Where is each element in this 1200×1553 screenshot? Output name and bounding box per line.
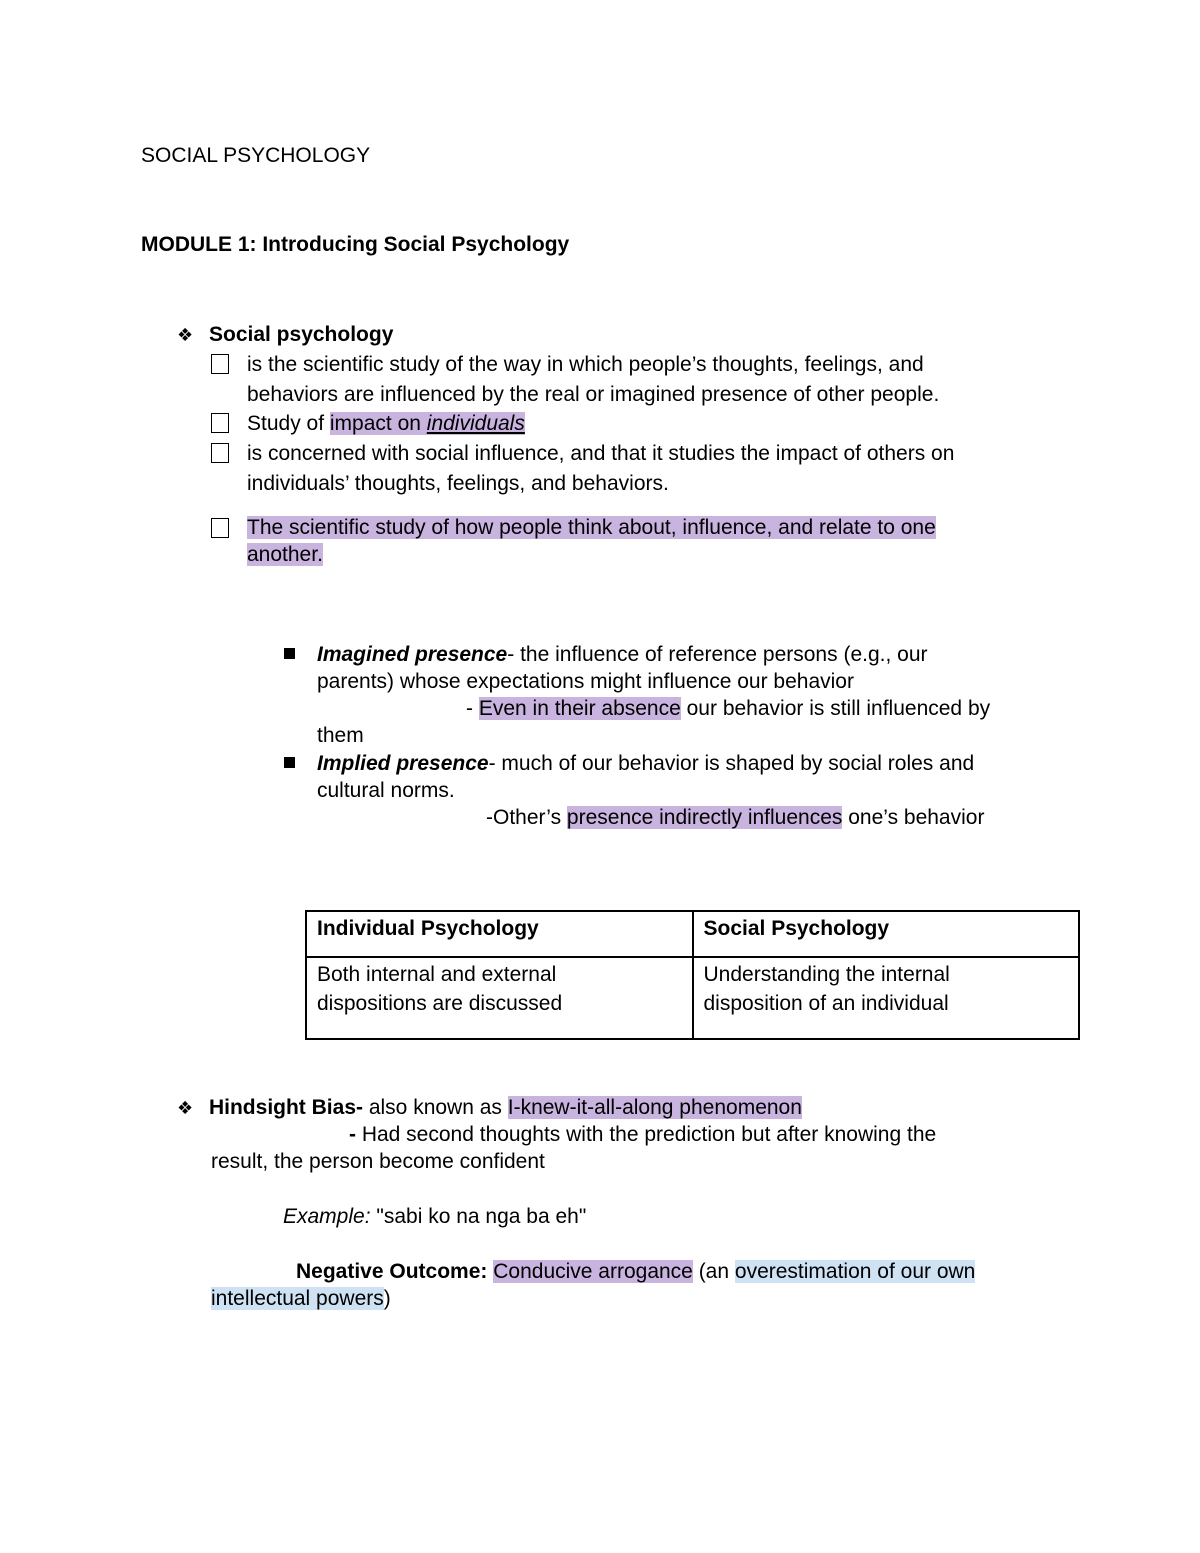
cell-line: Understanding the internal	[703, 963, 950, 986]
table-cell	[693, 957, 1080, 1039]
sub-item-line	[317, 750, 974, 777]
highlight-span: Even in their absence	[478, 697, 681, 720]
term-label: Imagined presence	[317, 643, 508, 666]
definition-item	[211, 350, 229, 380]
diamond-bullet-icon: ❖	[177, 325, 194, 345]
sub-item-line: parents) whose expectations might influence our behavior	[317, 670, 854, 693]
sub-item-line: them	[317, 724, 364, 747]
sub-item-note	[466, 695, 990, 722]
sub-bullet	[284, 641, 295, 668]
section-social-psychology	[177, 320, 393, 350]
definition-line	[247, 409, 525, 439]
comparison-table	[305, 910, 1080, 1040]
text-span: impact on	[329, 412, 427, 435]
text-span: Had second thoughts with the prediction but after knowing the	[361, 1123, 937, 1146]
highlight-span: overestimation of our own	[734, 1260, 976, 1283]
definition-line	[247, 514, 936, 541]
table-cell	[306, 957, 693, 1039]
highlight-span: presence indirectly influences	[566, 806, 843, 829]
checkbox-bullet-icon	[211, 413, 229, 433]
example-label: Example:	[283, 1205, 371, 1228]
text-span: - much of our behavior is shaped by social roles and	[488, 752, 975, 775]
square-bullet-icon	[284, 757, 295, 768]
definition-item	[211, 409, 229, 439]
text-span: (an	[692, 1260, 735, 1283]
text-span: also known as	[363, 1096, 508, 1119]
checkbox-bullet-icon	[211, 443, 229, 463]
section-heading-line	[209, 1096, 802, 1119]
cell-line: Both internal and external	[317, 963, 557, 986]
negative-outcome-line	[296, 1258, 975, 1285]
sub-item-line: cultural norms.	[317, 779, 455, 802]
text-span: )	[383, 1287, 391, 1310]
square-bullet-icon	[284, 648, 295, 659]
text-span: -	[349, 1123, 362, 1146]
highlight-span: intellectual powers	[211, 1287, 384, 1310]
text-span: one’s behavior	[842, 806, 985, 829]
definition-line: behaviors are influenced by the real or imagined presence of other people.	[247, 383, 940, 406]
sub-item-line	[317, 641, 928, 668]
hindsight-description-line: result, the person become confident	[211, 1150, 545, 1173]
definition-line	[247, 541, 323, 568]
table-row	[306, 957, 1079, 1039]
negative-outcome-line	[211, 1285, 391, 1312]
underlined-text: individuals	[426, 412, 525, 435]
cell-line: disposition of an individual	[703, 992, 949, 1015]
document-title: SOCIAL PSYCHOLOGY	[141, 144, 371, 167]
highlight-span: I-knew-it-all-along phenomenon	[507, 1096, 802, 1119]
definition-line: is the scientific study of the way in which people’s thoughts, feelings, and	[247, 353, 924, 376]
example-text: "sabi ko na nga ba eh"	[370, 1205, 587, 1228]
diamond-bullet-icon: ❖	[177, 1098, 194, 1118]
module-heading: MODULE 1: Introducing Social Psychology	[141, 233, 570, 256]
definition-item	[211, 439, 229, 469]
checkbox-bullet-icon	[211, 354, 229, 374]
section-hindsight-bias	[177, 1094, 802, 1122]
checkbox-bullet-icon	[211, 518, 229, 538]
text-span: -	[466, 697, 479, 720]
definition-line: individuals’ thoughts, feelings, and behaviors.	[247, 472, 669, 495]
section-heading: Social psychology	[208, 323, 394, 346]
definition-line: is concerned with social influence, and that it studies the impact of others on	[247, 442, 955, 465]
highlight-span: The scientific study of how people think about, influence, and relate to one	[247, 516, 936, 539]
table-header-cell: Social Psychology	[693, 911, 1080, 957]
sub-bullet	[284, 750, 295, 777]
section-heading: Hindsight Bias-	[208, 1096, 363, 1119]
term-label: Implied presence	[317, 752, 489, 775]
definition-item	[211, 514, 229, 544]
highlight-span: Conducive arrogance	[493, 1260, 693, 1283]
example-line	[283, 1203, 586, 1230]
highlight-span: another.	[247, 543, 323, 566]
text-span: - the influence of reference persons (e.g., our	[507, 643, 928, 666]
negative-outcome-label: Negative Outcome:	[296, 1260, 488, 1283]
text-span: our behavior is still influenced by	[680, 697, 991, 720]
text-span: -Other’s	[486, 806, 567, 829]
hindsight-description	[349, 1121, 936, 1148]
text-span: Study of	[247, 412, 330, 435]
cell-line: dispositions are discussed	[317, 992, 563, 1015]
sub-item-note	[486, 804, 984, 831]
highlight-span	[330, 412, 525, 435]
table-header-cell: Individual Psychology	[306, 911, 693, 957]
table-header-row	[306, 911, 1079, 957]
